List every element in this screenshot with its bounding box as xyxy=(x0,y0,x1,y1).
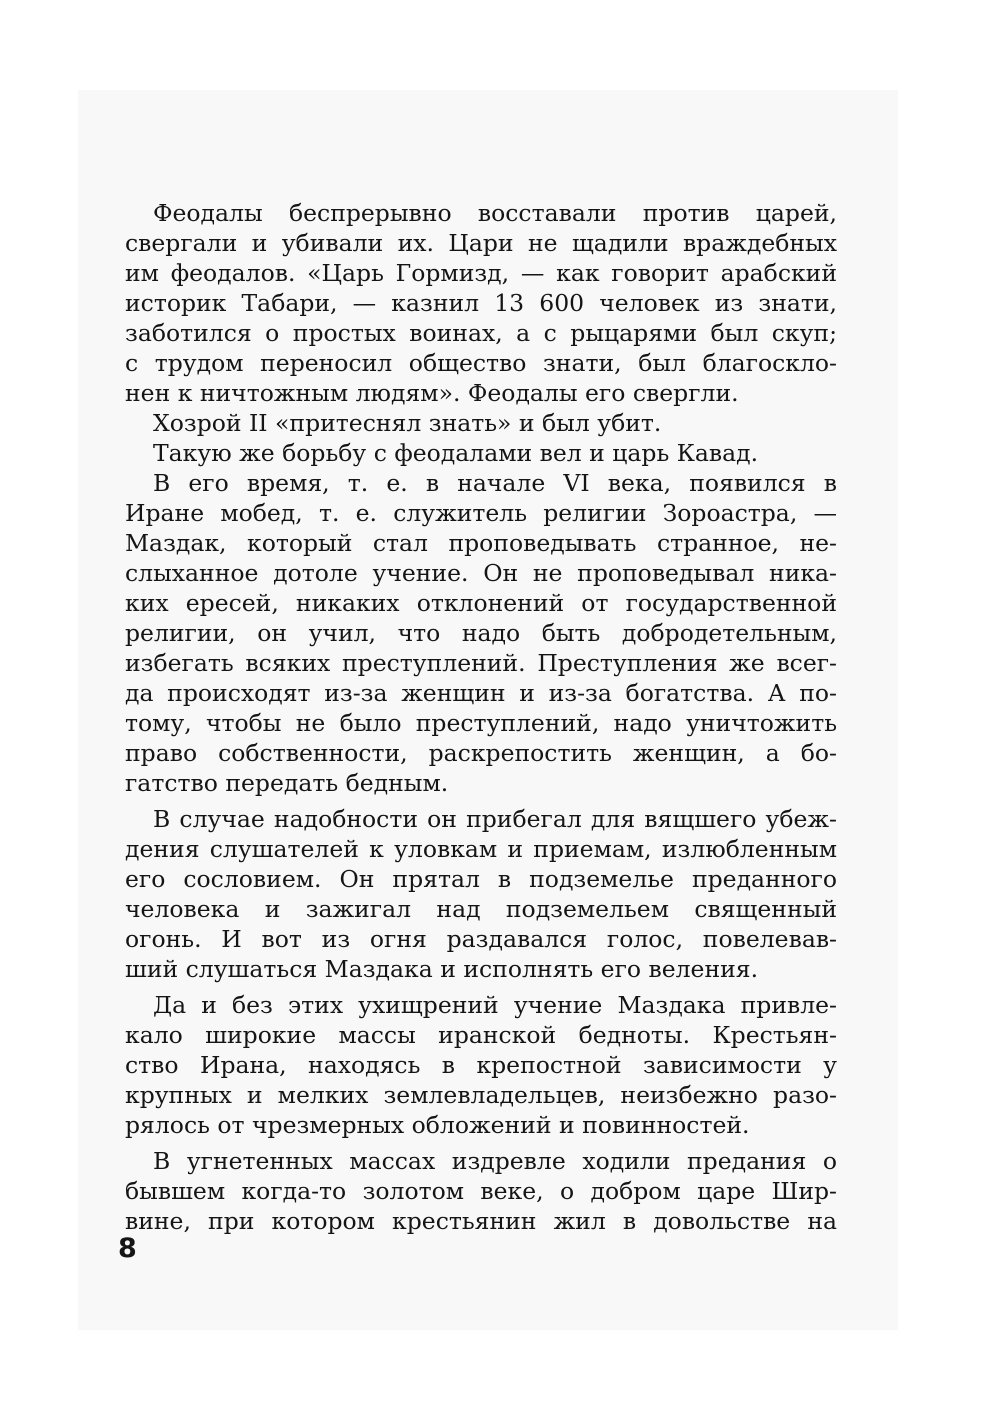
text-line: ких ересей, никаких отклонений от государственной xyxy=(125,589,837,617)
text-line: Да и без этих ухищрений учение Маздака привле- xyxy=(153,991,837,1019)
text-line: избегать всяких преступлений. Преступления же всег- xyxy=(125,649,837,677)
text-line: религии, он учил, что надо быть добродетельным, xyxy=(125,619,837,647)
text-line: его сословием. Он прятал в подземелье преданного xyxy=(125,865,837,893)
text-line: свергали и убивали их. Цари не щадили враждебных xyxy=(125,229,837,257)
text-line: вине, при котором крестьянин жил в довольстве на xyxy=(125,1207,837,1235)
text-line: Феодалы беспрерывно восставали против царей, xyxy=(153,199,837,227)
body-text xyxy=(125,198,837,1236)
text-line: кало широкие массы иранской бедноты. Крестьян- xyxy=(125,1021,837,1049)
text-line: В случае надобности он прибегал для вящшего убеж- xyxy=(153,805,837,833)
text-line: рялось от чрезмерных обложений и повинностей. xyxy=(125,1111,750,1139)
text-line: человека и зажигал над подземельем священный xyxy=(125,895,837,923)
text-line: Хозрой II «притеснял знать» и был убит. xyxy=(153,409,662,437)
text-line: да происходят из-за женщин и из-за богатства. А по- xyxy=(125,679,837,707)
text-line: право собственности, раскрепостить женщин, а бо- xyxy=(125,739,837,767)
text-line: нен к ничтожным людям». Феодалы его свергли. xyxy=(125,379,739,407)
text-line: дения слушателей к уловкам и приемам, излюбленным xyxy=(125,835,837,863)
text-line: гатство передать бедным. xyxy=(125,769,449,797)
text-line: заботился о простых воинах, а с рыцарями был скуп; xyxy=(125,319,837,347)
text-line: ший слушаться Маздака и исполнять его веления. xyxy=(125,955,759,983)
text-line: крупных и мелких землевладельцев, неизбежно разо- xyxy=(125,1081,837,1109)
text-line: В его время, т. е. в начале VI века, появился в xyxy=(153,469,837,497)
text-line: историк Табари, — казнил 13 600 человек из знати, xyxy=(125,289,837,317)
text-line: ство Ирана, находясь в крепостной зависимости у xyxy=(125,1051,837,1079)
text-line: тому, чтобы не было преступлений, надо уничтожить xyxy=(125,709,837,737)
text-line: с трудом переносил общество знати, был благосклo- xyxy=(125,349,837,377)
page-number: 8 xyxy=(118,1233,137,1264)
text-line: Маздак, который стал проповедывать странное, не- xyxy=(125,529,837,557)
text-line: В угнетенных массах издревле ходили предания о xyxy=(153,1147,837,1175)
text-line: огонь. И вот из огня раздавался голос, повелевав- xyxy=(125,925,837,953)
text-line: Такую же борьбу с феодалами вел и царь Кавад. xyxy=(153,439,759,467)
text-line: им феодалов. «Царь Гормизд, — как говорит арабский xyxy=(125,259,837,287)
text-line: слыханное дотоле учение. Он не проповедывал никa- xyxy=(125,559,837,587)
text-line: Иране мобед, т. е. служитель религии Зороастра, — xyxy=(125,499,837,527)
text-line: бывшем когда-то золотом веке, о добром царе Шир- xyxy=(125,1177,837,1205)
